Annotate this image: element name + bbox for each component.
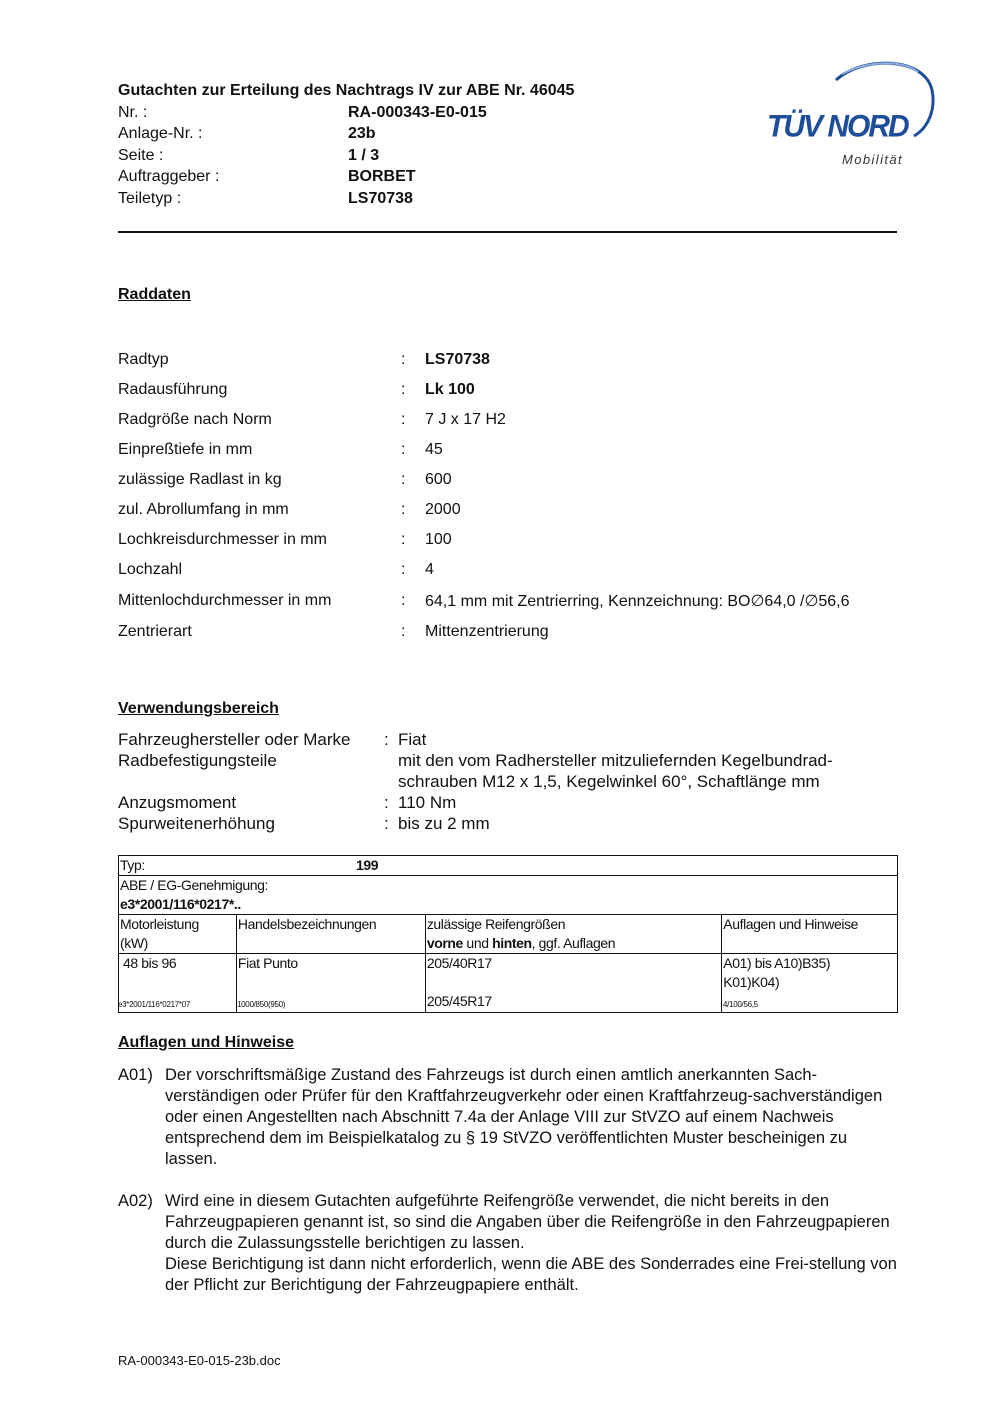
raddaten-list — [118, 345, 908, 647]
header-value: LS70738 — [348, 189, 413, 207]
raddaten-colon: : — [401, 471, 406, 488]
fitment-table — [118, 855, 898, 1013]
raddaten-colon: : — [401, 381, 406, 398]
abe-label: ABE / EG-Genehmigung: — [120, 877, 269, 893]
table-footnote: 4/100/56,5 — [723, 1000, 758, 1009]
verwendung-value: 110 Nm — [398, 793, 457, 812]
header-label: Anlage-Nr. : — [118, 125, 203, 142]
raddaten-row — [118, 495, 908, 525]
abe-value: e3*2001/116*0217*.. — [120, 896, 241, 912]
raddaten-row — [118, 435, 908, 465]
table-footnote: e3*2001/116*0217*07 — [118, 1000, 191, 1009]
raddaten-row — [118, 555, 908, 585]
raddaten-label: Einpreßtiefe in mm — [118, 441, 253, 458]
header-value: BORBET — [348, 168, 416, 185]
raddaten-colon: : — [401, 623, 406, 640]
auflagen-list — [118, 1065, 903, 1317]
auflage-text: Wird eine in diesem Gutachten aufgeführte Reifengröße verwendet, die nicht bereits in den Fahrzeugpapieren genannt ist, so sind die Angaben über die Reifengröße in den Fahrzeugpapieren durch die Zulassungsstelle berichtigen zu lassen. — [165, 1192, 890, 1252]
verwendung-row — [118, 729, 908, 750]
verwendung-row — [118, 750, 908, 792]
raddaten-label: Radgröße nach Norm — [118, 411, 272, 428]
verwendung-label: Fahrzeughersteller oder Marke — [118, 730, 351, 749]
befestigung-line: schrauben M12 x 1,5, Kegelwinkel 60°, Schaftlänge mm — [398, 772, 820, 791]
verwendung-colon: : — [384, 793, 389, 812]
auflage-id: A01) — [118, 1066, 153, 1084]
logo-text: TÜV NORD — [767, 109, 908, 144]
footer-filename: RA-000343-E0-015-23b.doc — [118, 1353, 281, 1368]
raddaten-label: Radtyp — [118, 351, 169, 368]
raddaten-label: Lochkreisdurchmesser in mm — [118, 531, 327, 548]
verwendung-label: Spurweitenerhöhung — [118, 814, 275, 833]
raddaten-colon: : — [401, 592, 406, 609]
raddaten-row — [118, 405, 908, 435]
header-row-teiletyp — [118, 188, 678, 210]
raddaten-value: 64,1 mm mit Zentrierring, Kennzeichnung: BO∅64,0 /∅56,6 — [425, 593, 850, 610]
header-divider — [118, 231, 897, 233]
raddaten-colon: : — [401, 531, 406, 548]
verwendung-colon: : — [384, 814, 389, 833]
raddaten-label: Mittenlochdurchmesser in mm — [118, 592, 332, 609]
raddaten-row — [118, 525, 908, 555]
raddaten-value: 45 — [425, 441, 443, 458]
raddaten-colon: : — [401, 411, 406, 428]
auflage-text: Diese Berichtigung ist dann nicht erforderlich, wenn die ABE des Sonderrades eine Frei-stellung von der Pflicht zur Berichtigung der Fahrzeugpapiere enthält. — [165, 1255, 897, 1294]
verwendung-label: Anzugsmoment — [118, 793, 237, 812]
table-row-abe — [119, 876, 898, 915]
auflage-text: Der vorschriftsmäßige Zustand des Fahrzeugs ist durch einen amtlich anerkannten Sach-verständigen oder Prüfer für den Kraftfahrzeugverkehr oder einen Kraftfahrzeug-sachverständigen oder einen Angestellten nach Abschnitt 7.4a der Anlage VIII zur StVZO auf einem Nachweis entsprechend dem im Beispielkatalog zu § 19 StVZO veröffentlichten Muster bescheinigen zu lassen. — [165, 1066, 883, 1168]
auflage-id: A02) — [118, 1192, 153, 1210]
raddaten-value: Lk 100 — [425, 381, 475, 398]
raddaten-heading: Raddaten — [118, 286, 191, 303]
col-header-reifengroessen: zulässige Reifengrößen vorne und hinten, ggf. Auflagen — [425, 915, 721, 954]
raddaten-row — [118, 375, 908, 405]
col-header-auflagen: Auflagen und Hinweise — [722, 915, 898, 954]
typ-label: Typ: — [120, 857, 145, 873]
header-value: 23b — [348, 125, 376, 142]
raddaten-value: 100 — [425, 531, 452, 548]
typ-value: 199 — [356, 857, 379, 873]
table-row — [119, 954, 898, 1013]
header-row-auftraggeber — [118, 166, 678, 188]
verwendung-block — [118, 729, 908, 834]
list-item — [118, 1065, 903, 1170]
raddaten-value: Mittenzentrierung — [425, 623, 549, 640]
raddaten-row — [118, 345, 908, 375]
verwendung-heading: Verwendungsbereich — [118, 700, 279, 717]
header-label: Auftraggeber : — [118, 168, 220, 185]
verwendung-row — [118, 792, 908, 813]
befestigung-line: mit den vom Radhersteller mitzuliefernden Kegelbundrad- — [398, 751, 833, 770]
logo-subtitle: Mobilität — [842, 152, 904, 167]
verwendung-value: Fiat — [398, 730, 427, 749]
header-row-anlage — [118, 123, 678, 145]
table-row-typ — [119, 856, 898, 876]
cell-power: 48 bis 96 — [119, 954, 237, 1013]
raddaten-colon: : — [401, 501, 406, 518]
verwendung-label: Radbefestigungsteile — [118, 751, 277, 770]
raddaten-value: 2000 — [425, 501, 461, 518]
header-value: 1 / 3 — [348, 146, 380, 164]
col-header-motorleistung: Motorleistung (kW) — [119, 915, 237, 954]
table-header-row — [119, 915, 898, 954]
raddaten-colon: : — [401, 561, 406, 578]
raddaten-value: 600 — [425, 471, 452, 488]
raddaten-colon: : — [401, 351, 406, 368]
raddaten-label: zul. Abrollumfang in mm — [118, 501, 289, 518]
cell-name: Fiat Punto — [236, 954, 425, 1013]
verwendung-value — [398, 750, 898, 792]
header-row-nr — [118, 102, 678, 124]
verwendung-value: bis zu 2 mm — [398, 814, 490, 833]
cell-auflagen: A01) bis A10)B35) K01)K04) — [722, 954, 898, 1013]
cell-tires: 205/40R17 205/45R17 — [425, 954, 721, 1013]
col-header-handelsbezeichnungen: Handelsbezeichnungen — [236, 915, 425, 954]
raddaten-value: 7 J x 17 H2 — [425, 411, 506, 428]
raddaten-value: 4 — [425, 561, 434, 578]
raddaten-label: zulässige Radlast in kg — [118, 471, 282, 488]
document-header — [118, 80, 678, 209]
raddaten-row — [118, 617, 908, 647]
raddaten-row — [118, 585, 908, 617]
tuv-nord-logo — [762, 58, 942, 173]
header-value: RA-000343-E0-015 — [348, 103, 487, 121]
header-label: Teiletyp : — [118, 189, 182, 207]
auflagen-heading: Auflagen und Hinweise — [118, 1034, 295, 1051]
raddaten-value: LS70738 — [425, 351, 490, 368]
raddaten-row — [118, 465, 908, 495]
verwendung-colon: : — [384, 730, 389, 749]
raddaten-label: Radausführung — [118, 381, 228, 398]
header-label: Seite : — [118, 146, 164, 164]
verwendung-row — [118, 813, 908, 834]
list-item — [118, 1191, 903, 1296]
document-title: Gutachten zur Erteilung des Nachtrags IV zur ABE Nr. 46045 — [118, 82, 575, 99]
header-row-seite — [118, 145, 678, 167]
header-label: Nr. : — [118, 103, 148, 121]
table-footnote: 1000/850(950) — [237, 1000, 286, 1009]
raddaten-label: Zentrierart — [118, 623, 192, 640]
raddaten-label: Lochzahl — [118, 561, 183, 578]
raddaten-colon: : — [401, 441, 406, 458]
